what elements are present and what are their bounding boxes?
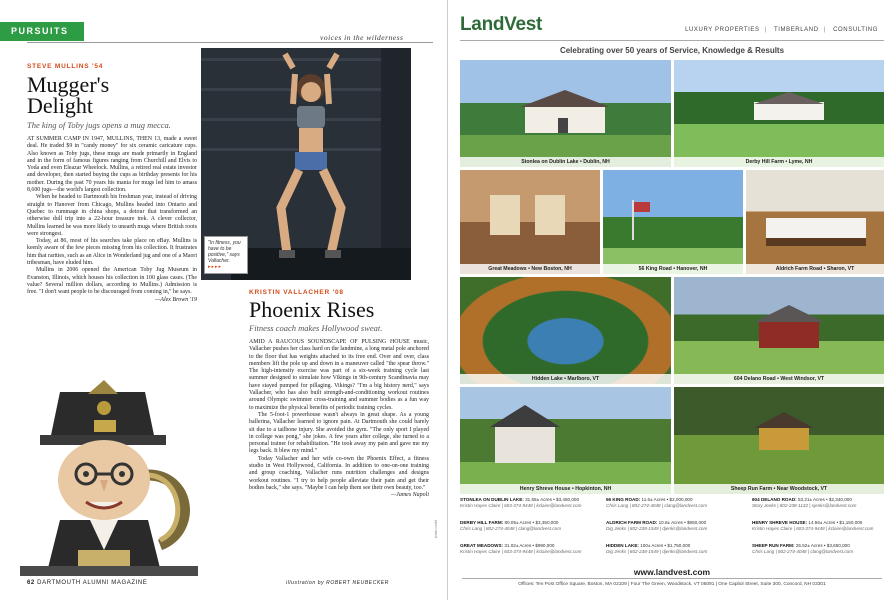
pull-quote-mark: ▸▸▸▸ <box>208 264 223 270</box>
article-phoenix-rises <box>249 289 429 498</box>
illustration-credit: illustration by ROBERT NEUBECKER <box>286 580 390 586</box>
kitchen-icon <box>766 188 866 248</box>
listing-contact: Chris Lang | 802-274-4048 | clang@landvest.com <box>606 503 708 508</box>
property-photo <box>460 170 600 274</box>
listing-detail: 14.66± Acres • $1,150,000 <box>808 520 863 525</box>
photo-credit: photo credit <box>434 520 438 539</box>
ad-headline: Celebrating over 50 years of Service, Knowledge & Results <box>559 46 785 55</box>
listing-detail: 53.21± Acres • $2,340,000 <box>797 497 852 502</box>
ad-nav: LUXURY PROPERTIES | TIMBERLAND | CONSULTING <box>685 27 878 33</box>
listing-detail: 80.05± Acres • $3,350,000 <box>504 520 559 525</box>
article1-paragraph: Mullins in 2006 opened the American Toby Jug Museum in Evanston, Illinois, which houses his collection in 100 glass cases. (The value? Several million dollars, according to Mullins.) Admission is free. "I don't want people to be discouraged from coming in," he says. <box>27 267 197 296</box>
title-line1: Mugger's <box>27 72 110 97</box>
listing <box>606 543 746 555</box>
landvest-ad-page <box>448 0 896 600</box>
listing-name: STONLEA ON DUBLIN LAKE: <box>460 497 524 502</box>
office-addresses: Offices: Ten Post Office Square, Boston, MA 02109 | Four The Green, Woodstock, VT 05091 | One Capitol Street, Suite 300, Concord, NH 03301 <box>518 582 826 587</box>
listing-detail: 11.6± Acres • $2,000,000 <box>641 497 693 502</box>
listing-name: HIDDEN LAKE: <box>606 543 639 548</box>
listing-contact: Kristin Hayes Claire | 603-374-9448 | kclaire@landvest.com <box>752 526 874 531</box>
footer-rule <box>462 578 882 579</box>
listing <box>606 520 746 532</box>
listing-contact: Dig Jenks | 802-238-1549 | djenks@landvest.com <box>606 526 708 531</box>
house-icon <box>754 92 824 122</box>
website-url[interactable]: www.landvest.com <box>633 567 711 577</box>
article2-kicker: KRISTIN VALLACHER '08 <box>249 289 344 296</box>
listing-name: ALDRICH FARM ROAD: <box>606 520 658 525</box>
listing-detail: 100± Acres • $1,750,000 <box>640 543 691 548</box>
listing-name: SHEEP RUN FARM: <box>752 543 795 548</box>
page-number: 62 <box>27 580 35 586</box>
listing-name: DERBY HILL FARM: <box>460 520 504 525</box>
article1-body <box>27 136 197 297</box>
house-icon <box>485 405 575 465</box>
farmhouse-icon <box>754 412 814 452</box>
house-icon <box>520 90 610 135</box>
article2-paragraph: AMID A RAUCOUS SOUNDSCAPE OF PULSING HOUSE music, Vallacher pushes her class hard on the landmine, a long metal pole anchored to the floor that has weights attached to its free end. Over and over, class members lift the pole up and down in a maneuver called "the spear throw." The high-intensity exercise was part of a six-week training cycle last summer designed to simulate how Vikings in 9th-century Scandinavia may have stayed pumped for pillaging. Vikings? "I'm a big history nerd," says Vallacher, who has also built strength-and-conditioning workout routines around Olympic swimmer cross-training and summer bodies as a fun way to maximize the physical benefits of periodic training cycles. <box>249 339 429 411</box>
property-photo <box>674 387 884 494</box>
property-photo <box>674 60 884 167</box>
listing <box>752 543 892 555</box>
property-caption: Derby Hill Farm • Lyme, NH <box>674 157 884 167</box>
article2-title: Phoenix Rises <box>249 297 375 322</box>
listing-detail: 31.02± Acres • $990,000 <box>504 543 555 548</box>
listing-name: 56 KING ROAD: <box>606 497 641 502</box>
section-tagline: voices in the wilderness <box>320 33 404 42</box>
interior-icon <box>480 190 580 240</box>
article1-paragraph: AT SUMMER CAMP IN 1947, MULLINS, THEN 13, made a sweet deal. He traded $9 in "candy money" for six ceramic caricature cups. Also known as Toby jugs, these mugs are made primarily in England and in the form of famous figures ranging from Churchill and Elvis to Yoda and even Eleazar Wheelock. Mullins, a retired real estate investor and developer, then started buying the cups as birthday presents for his mother. During the past 70 years his mania for mugs led him to amass 8,600 jugs—the world's largest collection. <box>27 136 197 194</box>
property-caption: 604 Delano Road • West Windsor, VT <box>674 374 884 384</box>
listing-name: GREAT MEADOWS: <box>460 543 504 548</box>
nav-luxury-properties: LUXURY PROPERTIES <box>685 27 760 33</box>
magazine-name: DARTMOUTH ALUMNI MAGAZINE <box>37 580 148 586</box>
property-photo <box>746 170 884 274</box>
property-photo <box>460 277 671 384</box>
listing-detail: 31.55± Acres • $3,450,000 <box>525 497 580 502</box>
nav-consulting: CONSULTING <box>833 27 878 33</box>
listing-name: 604 DELANO ROAD: <box>752 497 797 502</box>
property-photo <box>460 387 671 494</box>
listing <box>606 497 746 509</box>
flag-icon <box>613 200 663 240</box>
article1-paragraph: When he headed to Dartmouth his freshman year, instead of driving straight to Hanover from Chicago, Mullins headed into Ontario and Quebec to rummage in china shops, a detour that transformed an otherwise dull trip into a 22-hour treasure trek. A clever collector, Mullins learned he was more likely to unearth mugs where British roots were strongest. <box>27 194 197 237</box>
landvest-logo: LandVest <box>460 14 543 35</box>
toby-jug-illustration <box>20 380 198 576</box>
property-caption: Great Meadows • New Boston, NH <box>460 264 600 274</box>
title-line2: Delight <box>27 93 93 118</box>
listing <box>460 543 600 555</box>
property-caption: Aldrich Farm Road • Sharon, VT <box>746 264 884 274</box>
listing-contact: Kristin Hayes Claire | 603-374-9448 | kclaire@landvest.com <box>460 503 582 508</box>
article2-dek: Fitness coach makes Hollywood sweat. <box>249 323 383 333</box>
article1-signature: —Alex Brown '19 <box>154 296 197 303</box>
article2-signature: —James Napoli <box>390 492 429 499</box>
property-photo <box>674 277 884 384</box>
article1-dek: The king of Toby jugs opens a mug mecca. <box>27 120 171 130</box>
pull-quote <box>204 236 248 274</box>
article1-paragraph: Today, at 86, most of his searches take place on eBay. Mullins is keenly aware of the few pieces missing from his collection. It frustrates him that rarities, such as an Alice in Wonderland jug and one of a Maori tribesman, have eluded him. <box>27 238 197 267</box>
listing <box>752 497 892 509</box>
article-muggers-delight <box>27 63 197 303</box>
property-caption: 56 King Road • Hanover, NH <box>603 264 743 274</box>
article2-paragraph: Today Vallacher and her wife co-own the Phoenix Effect, a fitness studio in West Hollywood, California. In addition to one-on-one training and group coaching, Vallacher runs nutrition challenges and designs workout routines. "I try to help people alleviate their pain and get their bodies back," she says. "Maybe I can help them see their own beauty, too." <box>249 455 429 491</box>
listing-detail: 10.8± Acres • $950,000 <box>658 520 707 525</box>
article2-paragraph: The 5-foot-1 powerhouse wasn't always in great shape. As a young ballerina, Vallacher learned to ignore pain. At Dartmouth she could barely sit due to a tailbone injury. She avoided the gym. "The only sport I played in college was pong," she jokes. A few years after college, she turned to a personal trainer for rehabilitation. "He took away my pain and gave me my legs back. It blew my mind." <box>249 411 429 455</box>
listing-detail: 25.52± Acres • $3,650,000 <box>795 543 850 548</box>
article1-kicker: STEVE MULLINS '54 <box>27 63 104 70</box>
property-caption: Hidden Lake • Marlboro, VT <box>460 374 671 384</box>
property-photo <box>603 170 743 274</box>
property-caption: Stonlea on Dublin Lake • Dublin, NH <box>460 157 671 167</box>
header-rule <box>27 42 433 43</box>
listing-contact: Dig Jenks | 802-238-1549 | djenks@landvest.com <box>606 549 708 554</box>
listing-contact: Story Jenks | 802-238-1132 | sjenks@landvest.com <box>752 503 857 508</box>
listing-contact: Chris Lang | 802-274-4048 | clang@landvest.com <box>460 526 562 531</box>
listing <box>460 497 600 509</box>
listing <box>752 520 892 532</box>
section-tag: PURSUITS <box>0 22 84 41</box>
nav-timberland: TIMBERLAND <box>773 27 819 33</box>
header-rule <box>460 40 884 41</box>
listing <box>460 520 600 532</box>
listing-name: HENRY SHREVE HOUSE: <box>752 520 808 525</box>
property-caption: Henry Shreve House • Hopkinton, NH <box>460 484 671 494</box>
article1-title <box>27 74 197 116</box>
property-photo <box>460 60 671 167</box>
listing-contact: Kristin Hayes Claire | 603-374-9448 | kclaire@landvest.com <box>460 549 582 554</box>
page-footer <box>27 580 147 586</box>
article2-body <box>249 339 429 492</box>
listing-contact: Chris Lang | 802-274-4048 | clang@landvest.com <box>752 549 854 554</box>
property-caption: Sheep Run Farm • Near Woodstock, VT <box>674 484 884 494</box>
pull-quote-text: "In fitness, you have to be positive," says Vallacher. <box>208 240 241 264</box>
barn-icon <box>754 305 824 350</box>
